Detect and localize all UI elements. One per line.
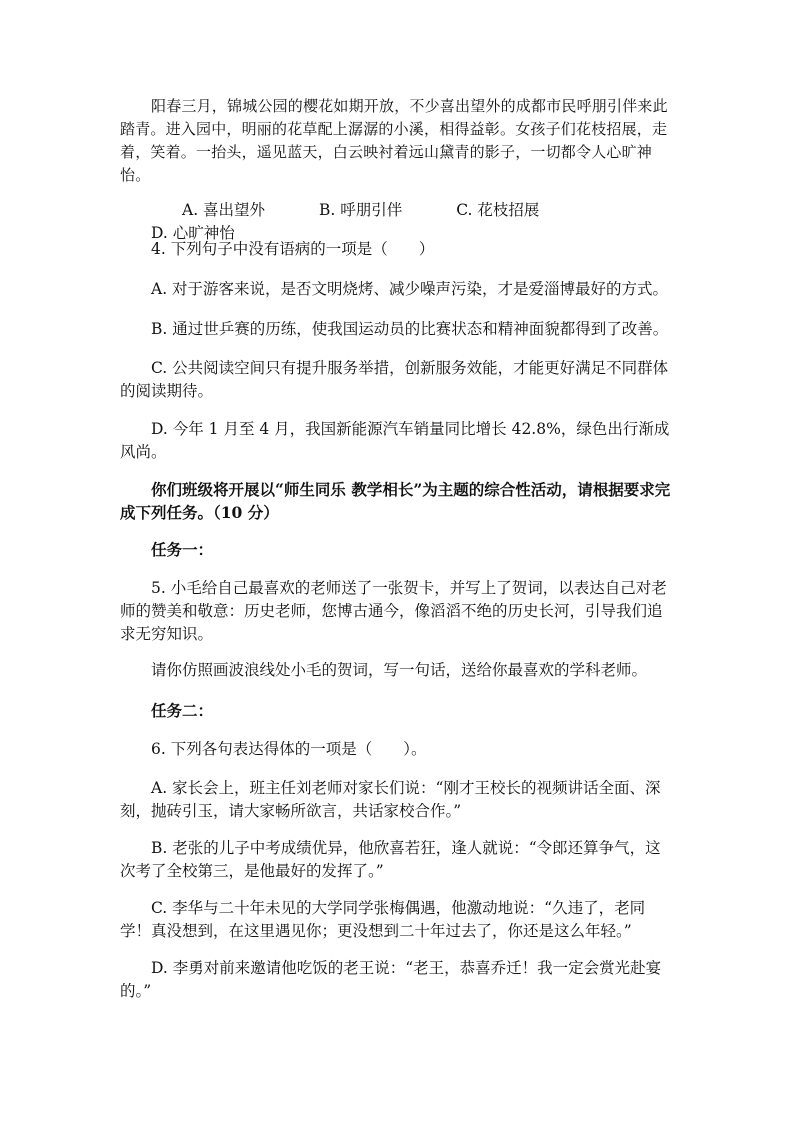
question-6-stem: 6. 下列各句表达得体的一项是（ ）。 [151,740,427,758]
q6-option-c: C. 李华与二十年未见的大学同学张梅偶遇，他激动地说：“久违了，老同学！真没想到，在这里遇见你；更没想到二十年过去了，你还是这么年轻。” [120,899,646,940]
q6-option-d: D. 李勇对前来邀请他吃饭的老王说：“老王，恭喜乔迁！我一定会赏光赴宴的。” [120,959,662,1000]
reading-passage: 阳春三月，锦城公园的樱花如期开放，不少喜出望外的成都市民呼朋引伴来此踏青。进入园中，明丽的花草配上潺潺的小溪，相得益彰。女孩子们花枝招展，走着，笑着。一抬头，遥见蓝天，白云映衬着远山黛青的影子，一切都令人心旷神怡。 [120,97,668,184]
q4-option-a: A. 对于游客来说，是否文明烧烤、减少噪声污染，才是爱淄博最好的方式。 [151,280,669,298]
question-4-stem: 4. 下列句子中没有语病的一项是（ ） [151,240,435,258]
q4-option-b: B. 通过世乒赛的历练，使我国运动员的比赛状态和精神面貌都得到了改善。 [151,320,669,338]
question-5-instruction: 请你仿照画波浪线处小毛的贺词，写一句话，送给你最喜欢的学科老师。 [151,661,648,679]
q3-option-b: B. 呼朋引伴 [319,201,403,219]
task2-title: 任务二： [151,701,214,720]
q4-option-c: C. 公共阅读空间只有提升服务举措，创新服务效能，才能更好满足不同群体的阅读期待。 [120,359,669,400]
q6-option-a: A. 家长会上，班主任刘老师对家长们说：“刚才王校长的视频讲话全面、深刻，抛砖引玉，请大家畅所欲言，共话家校合作。” [120,779,661,820]
activity-intro: 你们班级将开展以“师生同乐 教学相长”为主题的综合性活动，请根据要求完成下列任务。（10 分） [120,480,671,522]
q3-option-a: A. 喜出望外 [182,201,266,219]
task1-title: 任务一： [151,540,214,559]
q3-option-c: C. 花枝招展 [456,201,540,219]
q6-option-b: B. 老张的儿子中考成绩优异，他欣喜若狂，逢人就说：“令郎还算争气，这次考了全校第三，是他最好的发挥了。” [120,839,661,880]
question-5: 5. 小毛给自己最喜欢的老师送了一张贺卡，并写上了贺词，以表达自己对老师的赞美和敬意：历史老师，您博古通今，像滔滔不绝的历史长河，引导我们追求无穷知识。 [120,579,667,643]
q4-option-d: D. 今年 1 月至 4 月，我国新能源汽车销量同比增长 42.8%，绿色出行渐成风尚。 [120,420,670,461]
q3-option-d: D. 心旷神怡 [151,224,235,242]
